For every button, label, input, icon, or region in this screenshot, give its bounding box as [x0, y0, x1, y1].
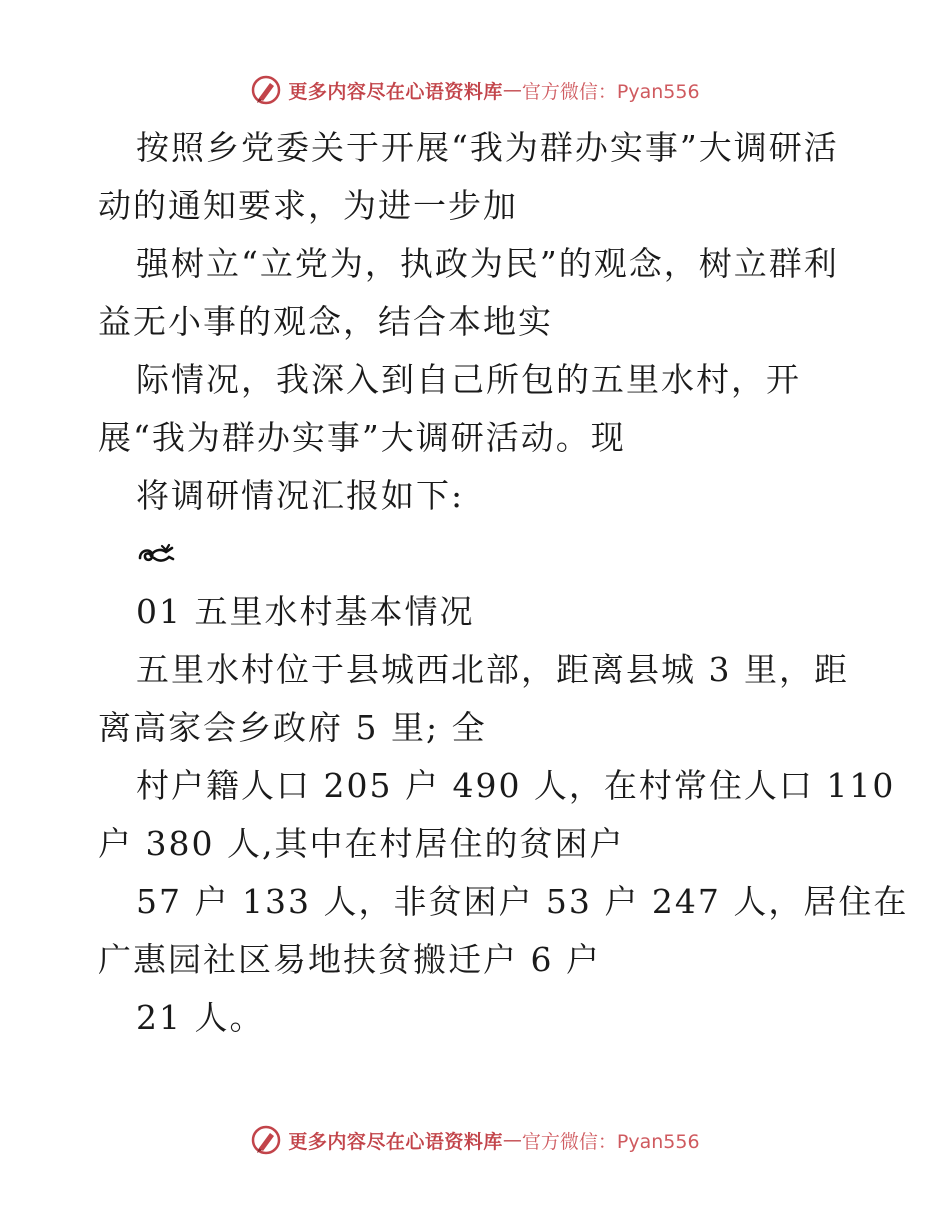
paragraph-line: 户 380 人,其中在村居住的贫困户 [98, 824, 625, 863]
pen-logo-icon [250, 1124, 282, 1156]
ornament-divider [98, 525, 858, 583]
paragraph-line: 广惠园社区易地扶贫搬迁户 6 户 [98, 940, 601, 979]
footer-banner [0, 1120, 950, 1160]
banner-brand: 更多内容尽在心语资料库 [288, 80, 503, 103]
header-banner [0, 70, 950, 110]
banner-contact: 官方微信：Pyan556 [521, 80, 700, 103]
pen-logo-icon [250, 74, 282, 106]
paragraph-line: 强树立“立党为，执政为民”的观念，树立群利 [136, 244, 839, 283]
paragraph-line: 离高家会乡政府 5 里; 全 [98, 708, 487, 747]
paragraph-line: 际情况，我深入到自己所包的五里水村，开 [136, 360, 801, 399]
banner-separator: — [502, 79, 522, 101]
paragraph-line: 21 人。 [136, 998, 265, 1037]
banner-separator: — [502, 1129, 522, 1151]
scroll-flourish-icon [136, 540, 176, 568]
paragraph-line: 按照乡党委关于开展“我为群办实事”大调研活 [136, 128, 839, 167]
paragraph-line: 57 户 133 人，非贫困户 53 户 247 人，居住在 [136, 882, 909, 921]
section-heading: 01 五里水村基本情况 [136, 592, 475, 631]
banner-contact: 官方微信：Pyan556 [521, 1130, 700, 1153]
banner-brand: 更多内容尽在心语资料库 [288, 1130, 503, 1153]
paragraph-line: 动的通知要求，为进一步加 [98, 186, 518, 225]
paragraph-line: 益无小事的观念，结合本地实 [98, 302, 553, 341]
paragraph-line: 五里水村位于县城西北部，距离县城 3 里，距 [136, 650, 849, 689]
paragraph-line: 将调研情况汇报如下: [136, 476, 465, 515]
document-body [98, 119, 909, 1047]
paragraph-line: 展“我为群办实事”大调研活动。现 [98, 418, 626, 457]
paragraph-line: 村户籍人口 205 户 490 人，在村常住人口 110 [136, 766, 896, 805]
